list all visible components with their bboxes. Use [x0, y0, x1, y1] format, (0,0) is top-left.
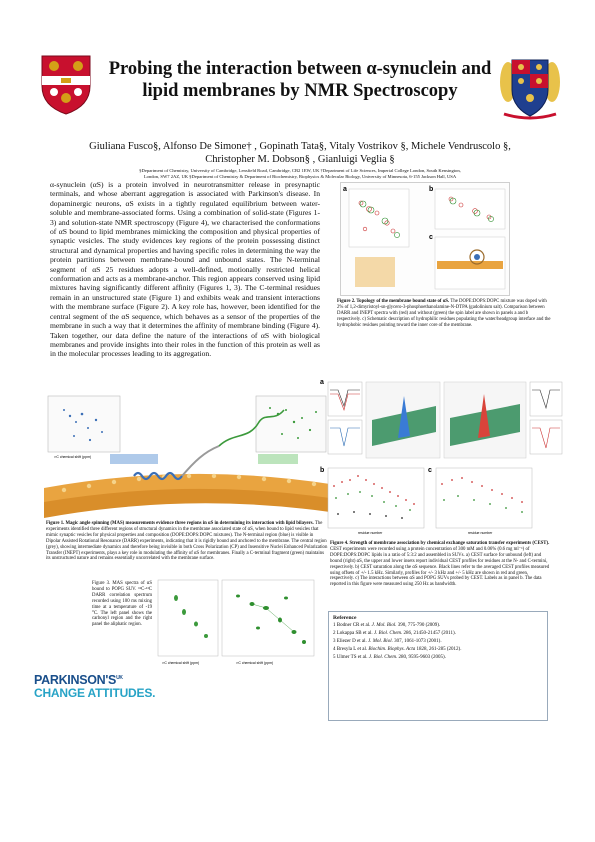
reference-item: 1 Bodner CR et al. J. Mol. Biol. 390, 775-790 (2009). [333, 623, 441, 628]
reference-item: 5 Ulmer TS et al. J. Biol. Chem. 280, 9595-9603 (2005). [333, 655, 446, 660]
figure-2-caption-body: The DOPE:DOPS:DOPC mixture was doped with 2% of 1,2-dimyristoyl-sn-glycero-3-phosphoethanolamine-N-DTPA (gadolinium salt). Comparison between DARR and INEPT spectra with (red) and without (green) the spin label are shown in panels a and b respectively. c) Schematic description of hydrophilic residues populating the water/headgroup interface and the hydrophobic residues pointing toward the inner core of the membrane. [337, 299, 551, 328]
references-heading: Reference [333, 615, 357, 621]
parkinsons-uk-logo [34, 672, 174, 700]
figure-1-spectrum-left [48, 396, 120, 452]
figure-3-axis-label-right: ¹³C chemical shift (ppm) [236, 661, 274, 665]
figure-2-panel-c-label: c [429, 234, 433, 241]
figure-4-panel-b-label: b [320, 467, 325, 474]
central-segment [182, 446, 219, 476]
cambridge-crest-icon [40, 54, 92, 116]
title-line-2: lipid membranes by NMR Spectroscopy [142, 81, 458, 101]
figure-2-image [340, 182, 510, 296]
figure-3-caption: Figure 3. MAS spectra of αS bound to POPG SUV. ¹³C-¹³C DARR correlation spectrum recorded using 100 ms mixing time at a temperature of -19 °C. The left panel shows the carbonyl region and the right panel the aliphatic region. [92, 581, 152, 628]
figure-1-spectrum-right [256, 396, 326, 452]
figure-4-cest-plot-c [436, 468, 532, 528]
reference-item: 4 Bresyla L et al. Biochim. Biophys. Acta 1828, 261-285 (2012). [333, 647, 462, 652]
figure-4-panel-c-label: c [428, 467, 432, 474]
figure-1-caption-title: Figure 1. Magic angle spinning (MAS) measurements evidence three regions in αS in determining its interaction with lipid bilayers. [46, 521, 314, 526]
figure-4-caption-body: CEST experiments were recorded using a protein concentration of 300 mM and 0.06% (0.6 mg ml⁻¹) of DOPE:DOPS:DOPC lipids in a ratio of 5:3:2 and assembled in SUVs. a) CEST surface for unbound (left) and bound (right) αS, the upper and lower insets report individual CEST profiles for residues at the N- and C-termini, respectively. b) CEST saturation along the αS sequence. Black lines refer to the averaged CEST profiles measured using offsets of +/- 1.5 kHz. Similarly, profiles for +/- 3 kHz and +/- 5 kHz are shown in red and green, respectively. c) The interactions between αS and POPG SUVs probed by CEST. Labels as in panel b. The data reported in this figure were measured using 250 Hz as bandwidth. [330, 546, 550, 588]
author-list [50, 140, 550, 166]
parkinsons-logo-line2: CHANGE ATTITUDES. [34, 686, 156, 701]
figure-2-panel-a-label: a [343, 186, 347, 193]
figure-2-caption [337, 299, 553, 329]
reference-item: 2 Lokappa SB et al. J. Biol. Chem. 286, 21450-21457 (2011). [333, 631, 456, 636]
figure-1-caption [46, 521, 328, 562]
figure-3-image [156, 578, 316, 666]
figure-4-axis-b: residue number [358, 531, 383, 535]
figure-1-axis-label: ¹³C chemical shift (ppm) [54, 455, 92, 459]
figure-1-caption-body: The experiments identified three different regions of structural dynamics in the membrane associated state of αS, when bound to lipid vesicles that mimic synaptic vesicles for physical properties and composition (DOPE:DOPS:DOPC mixtures). The N-terminal region (blue) is visible in Dipolar Assisted Rotational Resonance (DARR) experiments, indicating that it is rigidly bound and anchored to the membrane. The central region (grey), showing intermediate dynamics and therefore being invisible in both Cross Polarization (CP) and Insensitive Nuclei Enhanced Polarization Transfer (INEPT) experiments, plays a key role in modulating the affinity of αS for membranes. Finally a C-terminal fragment (green) maintains its unstructured nature and remains essentially uncorrelated with the membrane surface. [46, 521, 328, 562]
parkinsons-logo-line1: $PARKINSON'S^{UK}$ [34, 673, 123, 688]
figure-2-caption-title: Figure 2. Topology of the membrane bound state of αS. [337, 299, 450, 304]
affiliation-line-2: London, SW7 2AZ, UK §Department of Chemistry & Department of Biochemistry, Biophysics & Molecular Biology, University of Minnesota, 6-155 Jackson Hall, USA [143, 174, 457, 179]
figure-2-panel-b-label: b [429, 186, 434, 193]
figure-3-aliphatic-panel [222, 580, 314, 656]
figure-4-inset-4 [530, 420, 562, 454]
figure-4-image [318, 376, 564, 536]
title-line-1: Probing the interaction between α-synuclein and [108, 59, 492, 79]
references-list [333, 622, 543, 662]
figure-3-carbonyl-panel [158, 580, 218, 656]
references-box [328, 611, 548, 721]
figure-4-axis-c: residue number [468, 531, 493, 535]
reference-item: 3 Eliezer D et al. J. Mol. Biol. 307, 1061-1073 (2001). [333, 639, 442, 644]
figure-3-axis-label: ¹³C chemical shift (ppm) [162, 661, 200, 665]
abstract-text: α-synuclein (αS) is a protein involved in neurotransmitter release in presynaptic terminals, and whose aberrant aggregation is associated with Parkinson's disease. In dopaminergic neurons, αS exists in a tightly regulated equilibrium between water-soluble and membrane-associated forms. Using a combination of solid-state (Figures 1-3) and solution-state NMR spectroscopy (Figure 4), we characterised the conformations of αS bound to lipid membranes mimicking the composition and physical properties of synaptic vesicles. The study evidences key regions of the protein possessing distinct structural and dynamical properties and having specific roles in determining the way the protein partitions between membrane-bound and unbound states. The N-terminal segment of αS 25 residues adopts a well-defined, motionally restricted helical conformation and acts as a membrane-anchor. This region appears conserved using lipid mixtures having significantly different affinity (Figures 1, 3). The C-terminal residues remain in an unstructured state (Figure 1) and exhibits weak and transient interactions with the membrane surface (Figure 2). A key role has, however, been identified for the central segment of the αS sequence, which behaves as a sensor of the properties of the membrane in such a way that it determines the affinity of membrane binding (Figure 4). Taken together, our data define the nature of the interactions of αS with biological membranes and provide insights into their roles in the function of this protein as well as in the molecular processes leading to its aggregation. [50, 180, 320, 359]
authors-line-1: Giuliana Fusco§, Alfonso De Simone† , Gopinath Tata§, Vitaly Vostrikov §, Michele Vendruscolo §, [89, 141, 511, 152]
figure-4-caption-title: Figure 4. Strength of membrane association by chemical exchange saturation transfer experiments (CEST). [330, 541, 550, 546]
figure-4-cest-plot-b [328, 468, 424, 528]
college-arms-icon [498, 52, 562, 122]
authors-line-2: Christopher M. Dobson§ , Gianluigi Veglia § [205, 154, 395, 165]
figure-4-panel-a-label: a [320, 379, 324, 386]
figure-4-inset-1 [328, 382, 362, 416]
figure-4-caption [330, 541, 552, 588]
figure-1-image [44, 392, 330, 518]
poster-title [100, 58, 500, 102]
lipid-bilayer-graphic [44, 474, 330, 518]
figure-4-inset-2 [328, 420, 362, 454]
figure-4-inset-3 [530, 382, 562, 416]
affiliation-line-1: §Department of Chemistry, University of Cambridge, Lensfield Road, Cambridge, CB2 1EW, UK †Department of Life Sciences, Imperial College London, South Kensington, [139, 168, 461, 173]
affiliations [50, 168, 550, 180]
